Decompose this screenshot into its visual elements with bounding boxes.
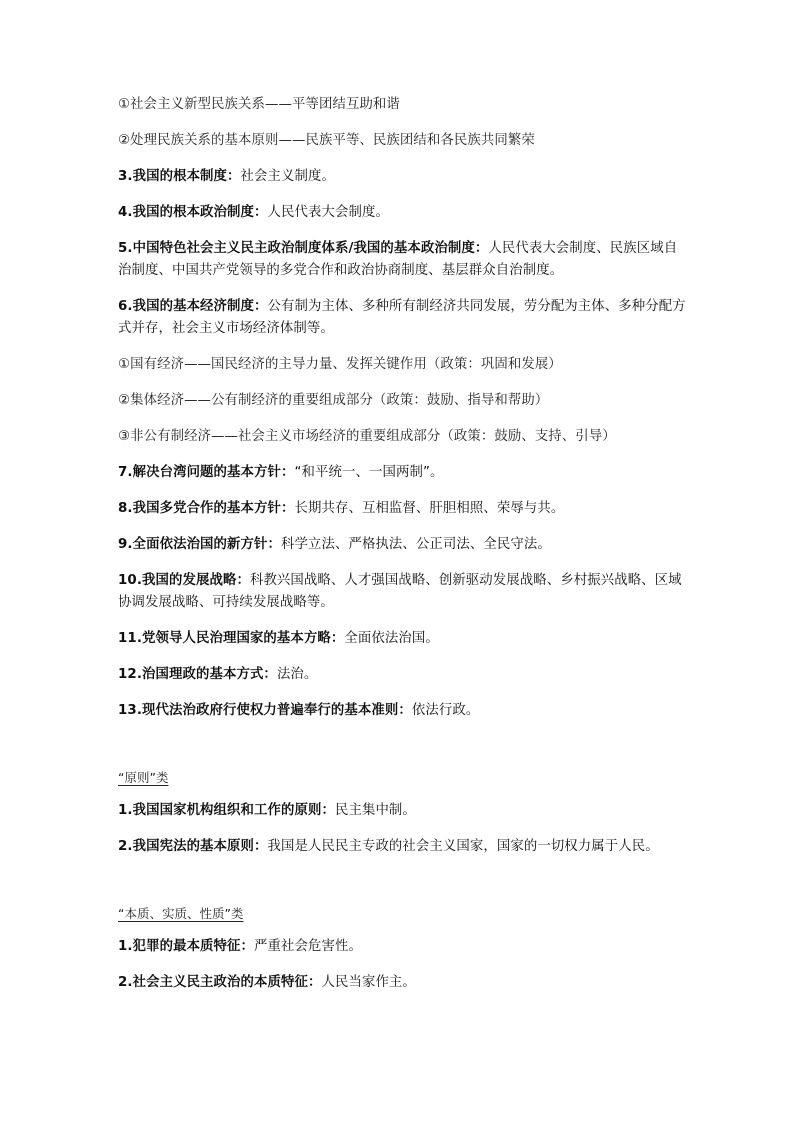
paragraph-lead: 2.社会主义民主政治的本质特征： (118, 975, 322, 990)
paragraph-constitution-principle (118, 836, 688, 858)
document-content (118, 94, 688, 1008)
paragraph-lead: 13.现代法治政府行使权力普遍奉行的基本准则： (118, 703, 412, 718)
paragraph-crime-essence (118, 936, 688, 958)
paragraph-lead: 4.我国的根本政治制度： (118, 205, 268, 220)
paragraph-lead: 9.全面依法治国的新方针： (118, 537, 281, 552)
paragraph-administrative-principle (118, 700, 688, 722)
paragraph-text: ②集体经济——公有制经济的重要组成部分（政策：鼓励、指导和帮助） (118, 393, 549, 408)
paragraph-text: 科教兴国战略、人才强国战略、创新驱动发展战略、乡村振兴战略、区域协调发展战略、可持续发展战略等。 (118, 573, 682, 610)
paragraph-lead: 10.我国的发展战略： (118, 573, 250, 588)
paragraph-text: 严重社会危害性。 (254, 939, 362, 954)
paragraph-lead: 1.我国国家机构组织和工作的原则： (118, 803, 335, 818)
paragraph-text: ②处理民族关系的基本原则——民族平等、民族团结和各民族共同繁荣 (118, 133, 535, 148)
section-heading-principles: “原则”类 (118, 770, 169, 785)
paragraph-text: 人民代表大会制度、民族区域自治制度、中国共产党领导的多党合作和政治协商制度、基层群众自治制度。 (118, 241, 678, 278)
paragraph-lead: 3.我国的根本制度： (118, 169, 241, 184)
paragraph-taiwan-policy (118, 462, 688, 484)
paragraph-ethnic-principles (118, 130, 688, 152)
paragraph-lead: 11.党领导人民治理国家的基本方略： (118, 631, 345, 646)
paragraph-rule-of-law-policy (118, 534, 688, 556)
paragraph-fundamental-political-system (118, 202, 688, 224)
paragraph-multiparty-cooperation (118, 498, 688, 520)
paragraph-text: “和平统一、一国两制”。 (294, 465, 444, 480)
paragraph-text: 依法行政。 (411, 703, 480, 718)
paragraph-lead: 1.犯罪的最本质特征： (118, 939, 255, 954)
paragraph-lead: 12.治国理政的基本方式： (118, 667, 277, 682)
paragraph-text: 法治。 (276, 667, 318, 682)
paragraph-governance-strategy (118, 628, 688, 650)
paragraph-text: ①社会主义新型民族关系——平等团结互助和谐 (118, 97, 400, 112)
paragraph-text: 公有制为主体、多种所有制经济共同发展，劳分配为主体、多种分配方式并存，社会主义市场经济体制等。 (118, 299, 686, 336)
paragraph-collective-economy (118, 390, 688, 412)
paragraph-lead: 8.我国多党合作的基本方针： (118, 501, 295, 516)
paragraph-text: ①国有经济——国民经济的主导力量、发挥关键作用（政策：巩固和发展） (118, 357, 562, 372)
paragraph-lead: 7.解决台湾问题的基本方针： (118, 465, 295, 480)
paragraph-governance-method (118, 664, 688, 686)
paragraph-lead: 6.我国的基本经济制度： (118, 299, 268, 314)
paragraph-state-organ-principle (118, 800, 688, 822)
paragraph-state-owned-economy (118, 354, 688, 376)
paragraph-lead: 5.中国特色社会主义民主政治制度体系/我国的基本政治制度： (118, 241, 489, 256)
paragraph-text: ③非公有制经济——社会主义市场经济的重要组成部分（政策：鼓励、支持、引导） (118, 429, 616, 444)
paragraph-text: 全面依法治国。 (344, 631, 439, 646)
paragraph-text: 长期共存、互相监督、肝胆相照、荣辱与共。 (294, 501, 565, 516)
paragraph-non-public-economy (118, 426, 688, 448)
paragraph-ethnic-relations (118, 94, 688, 116)
paragraph-text: 我国是人民民主专政的社会主义国家，国家的一切权力属于人民。 (267, 839, 659, 854)
paragraph-lead: 2.我国宪法的基本原则： (118, 839, 268, 854)
paragraph-fundamental-system (118, 166, 688, 188)
paragraph-development-strategy (118, 570, 688, 614)
paragraph-text: 科学立法、严格执法、公正司法、全民守法。 (281, 537, 551, 552)
section-heading-essence: “本质、实质、性质”类 (118, 906, 244, 921)
paragraph-democracy-essence (118, 972, 688, 994)
paragraph-text: 民主集中制。 (334, 803, 416, 818)
section-spacer (118, 736, 688, 768)
paragraph-text: 人民当家作主。 (321, 975, 416, 990)
section-spacer (118, 872, 688, 904)
paragraph-political-system-framework (118, 238, 688, 282)
paragraph-text: 社会主义制度。 (240, 169, 335, 184)
paragraph-basic-economic-system (118, 296, 688, 340)
paragraph-text: 人民代表大会制度。 (267, 205, 389, 220)
